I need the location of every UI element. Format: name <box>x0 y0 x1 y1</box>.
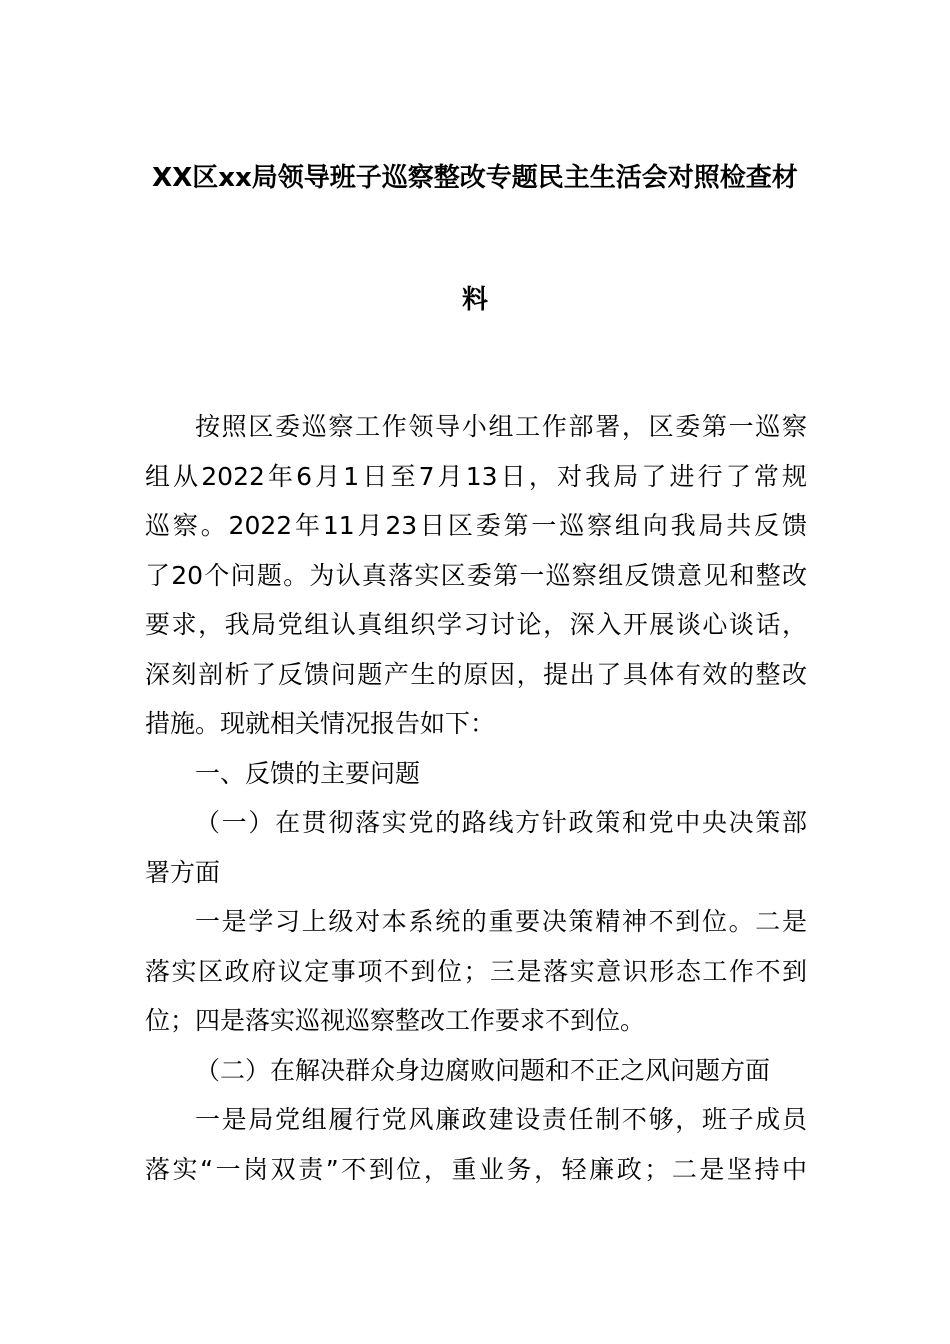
paragraph-line: 巡察。2022年11月23日区委第一巡察组向我局共反馈 <box>145 511 807 540</box>
paragraph-line: 要求，我局党组认真组织学习讨论，深入开展谈心谈话， <box>145 610 807 639</box>
document-title-line-2: 料 <box>461 285 488 315</box>
paragraph-line: 位；四是落实巡视巡察整改工作要求不到位。 <box>145 1006 646 1035</box>
paragraph-line: 落实“一岗双责”不到位，重业务，轻廉政；二是坚持中 <box>145 1154 807 1184</box>
paragraph-line: 一是学习上级对本系统的重要决策精神不到位。二是 <box>195 907 807 936</box>
subsection-heading: 署方面 <box>145 857 221 887</box>
paragraph-line: 落实区政府议定事项不到位；三是落实意识形态工作不到 <box>145 956 807 986</box>
subsection-heading: （二）在解决群众身边腐败问题和不正之风问题方面 <box>195 1055 771 1085</box>
document-title-line-1: XX区xx局领导班子巡察整改专题民主生活会对照检查材 <box>152 163 798 193</box>
section-heading: 一、反馈的主要问题 <box>195 758 421 788</box>
paragraph-line: 措施。现就相关情况报告如下： <box>145 709 496 738</box>
paragraph-line: 按照区委巡察工作领导小组工作部署，区委第一巡察 <box>195 412 807 441</box>
paragraph-line: 组从2022年6月1日至7月13日，对我局了进行了常规 <box>145 461 807 491</box>
paragraph-line: 一是局党组履行党风廉政建设责任制不够，班子成员 <box>195 1105 807 1134</box>
document-body <box>145 402 807 1194</box>
paragraph-line: 了20个问题。为认真落实区委第一巡察组反馈意见和整改 <box>145 560 807 590</box>
paragraph-line: 深刻剖析了反馈问题产生的原因，提出了具体有效的整改 <box>145 659 807 689</box>
subsection-heading: （一）在贯彻落实党的路线方针政策和党中央决策部 <box>195 808 807 837</box>
